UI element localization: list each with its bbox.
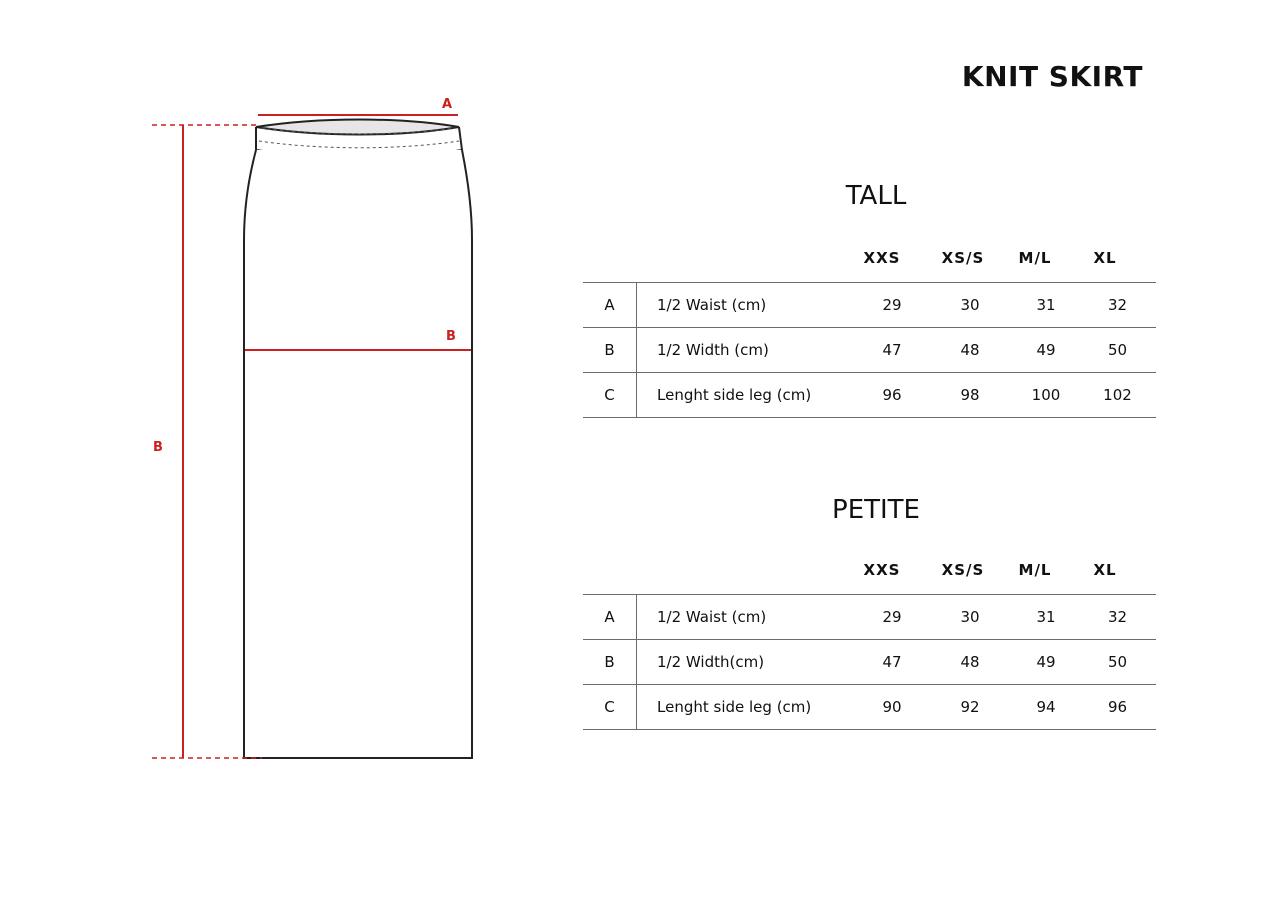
row-label: 1/2 Width (cm) [637, 328, 858, 373]
waistband-stitch [259, 141, 459, 148]
size-header-xl: XL [1093, 561, 1117, 579]
petite-size-table [583, 594, 1156, 730]
cell-value: 29 [857, 595, 927, 640]
row-letter: B [583, 328, 637, 373]
length-measure-label: B [153, 440, 163, 455]
cell-value: 100 [1013, 373, 1079, 418]
cell-value: 94 [1013, 685, 1079, 730]
size-header-xxs: XXS [863, 249, 901, 267]
row-letter: C [583, 685, 637, 730]
skirt-body [244, 150, 472, 758]
cell-value: 96 [857, 373, 927, 418]
size-header-xxs: XXS [863, 561, 901, 579]
cell-value: 48 [927, 640, 1013, 685]
row-letter: A [583, 595, 637, 640]
page-title: KNIT SKIRT [961, 60, 1143, 93]
row-label: Lenght side leg (cm) [637, 685, 858, 730]
cell-value: 31 [1013, 283, 1079, 328]
tall-title: TALL [845, 181, 907, 211]
width-measure-label: B [446, 329, 456, 344]
tall-size-table [583, 282, 1156, 418]
size-header-m-l: M/L [1018, 249, 1052, 267]
cell-value: 30 [927, 595, 1013, 640]
table-row [583, 283, 1156, 328]
cell-value: 102 [1079, 373, 1156, 418]
cell-value: 96 [1079, 685, 1156, 730]
cell-value: 32 [1079, 283, 1156, 328]
row-label: 1/2 Waist (cm) [637, 595, 858, 640]
size-header-m-l: M/L [1018, 561, 1052, 579]
cell-value: 30 [927, 283, 1013, 328]
cell-value: 50 [1079, 328, 1156, 373]
row-label: Lenght side leg (cm) [637, 373, 858, 418]
waist-measure-label: A [442, 97, 453, 112]
row-label: 1/2 Waist (cm) [637, 283, 858, 328]
row-letter: B [583, 640, 637, 685]
cell-value: 49 [1013, 640, 1079, 685]
cell-value: 48 [927, 328, 1013, 373]
size-header-xs-s: XS/S [941, 561, 985, 579]
table-row [583, 595, 1156, 640]
row-letter: A [583, 283, 637, 328]
cell-value: 47 [857, 328, 927, 373]
table-row [583, 640, 1156, 685]
cell-value: 90 [857, 685, 927, 730]
cell-value: 50 [1079, 640, 1156, 685]
cell-value: 32 [1079, 595, 1156, 640]
size-header-xl: XL [1093, 249, 1117, 267]
skirt-diagram [0, 0, 560, 915]
cell-value: 31 [1013, 595, 1079, 640]
size-header-xs-s: XS/S [941, 249, 985, 267]
cell-value: 29 [857, 283, 927, 328]
waistband-top [256, 120, 459, 135]
row-letter: C [583, 373, 637, 418]
table-row [583, 685, 1156, 730]
table-row [583, 328, 1156, 373]
cell-value: 92 [927, 685, 1013, 730]
cell-value: 47 [857, 640, 927, 685]
cell-value: 49 [1013, 328, 1079, 373]
petite-title: PETITE [832, 495, 920, 525]
row-label: 1/2 Width(cm) [637, 640, 858, 685]
table-row [583, 373, 1156, 418]
cell-value: 98 [927, 373, 1013, 418]
